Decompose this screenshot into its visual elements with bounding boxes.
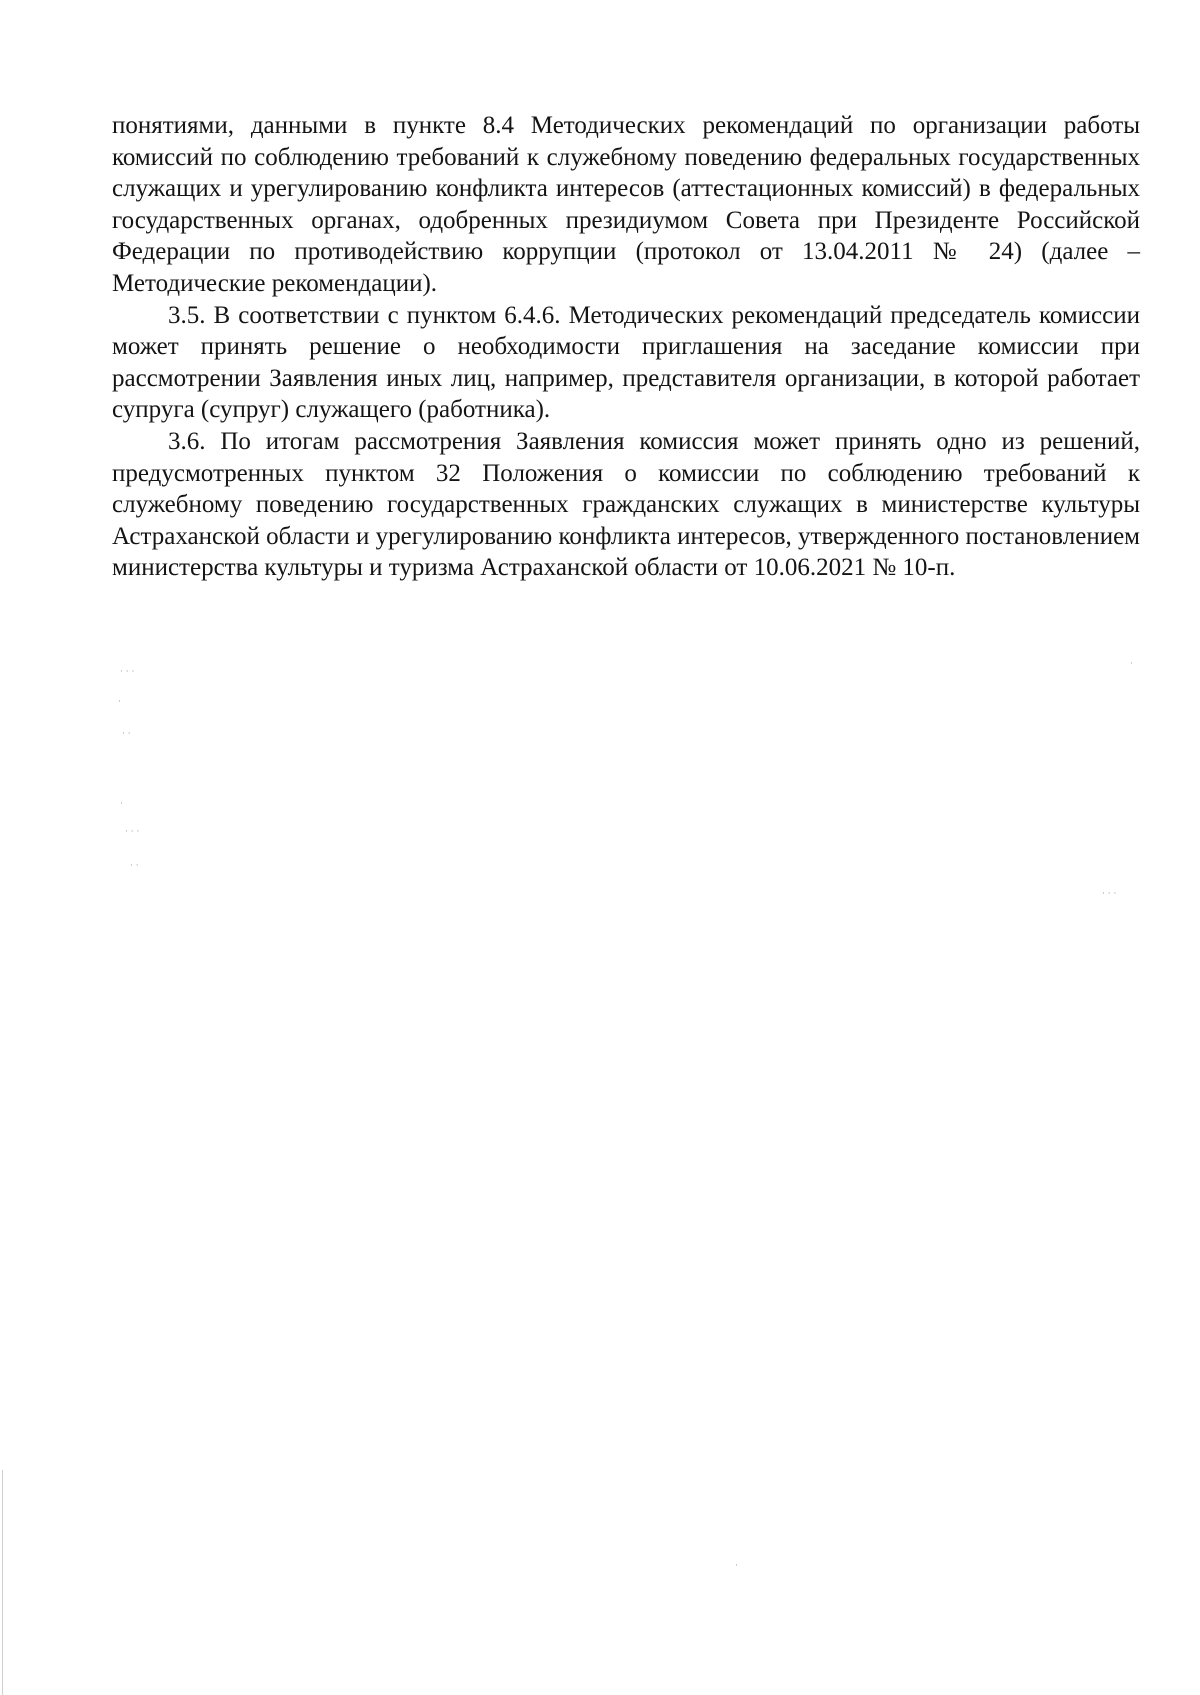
paragraph-number: 3.5. xyxy=(168,301,206,329)
paragraph-text: В соответствии с пунктом 6.4.6. Методических рекомендаций председатель комиссии может принять решение о необходимости приглашения на заседание комиссии при рассмотрении Заявления иных лиц, например, представителя организации, в которой работает супруга (супруг) служащего (работника). xyxy=(112,301,1140,424)
paragraph-continuation xyxy=(112,110,1140,300)
scan-noise: · · xyxy=(122,729,131,739)
scan-noise: · xyxy=(1130,659,1133,669)
scan-noise: · · xyxy=(130,861,139,871)
paragraph-text: По итогам рассмотрения Заявления комиссия может принять одно из решений, предусмотренных пунктом 32 Положения о комиссии по соблюдению требований к служебному поведению государственных гражданских служащих в министерстве культуры Астраханской области и урегулированию конфликта интересов, утвержденного постановлением министерства культуры и туризма Астраханской области от 10.06.2021 № 10-п. xyxy=(112,427,1140,582)
paragraph-3-5 xyxy=(112,300,1140,426)
paragraph-text: понятиями, данными в пункте 8.4 Методических рекомендаций по организации работы комиссий по соблюдению требований к служебному поведению федеральных государственных служащих и урегулированию конфликта интересов (аттестационных комиссий) в федеральных государственных органах, одобренных президиумом Совета при Президенте Российской Федерации по противодействию коррупции (протокол от 13.04.2011 № 24) (далее – Методические рекомендации). xyxy=(112,112,1140,297)
scan-noise: · · · xyxy=(125,827,140,837)
paragraph-3-6 xyxy=(112,426,1140,584)
scan-noise: · xyxy=(735,1561,738,1571)
paragraph-number: 3.6. xyxy=(168,427,206,455)
scan-edge-line xyxy=(2,1470,3,1695)
scan-noise: · · · xyxy=(120,667,135,677)
scan-noise: · xyxy=(118,697,121,707)
scan-noise: · · · xyxy=(1102,889,1117,899)
scan-noise: · xyxy=(120,799,123,809)
document-body xyxy=(112,110,1140,584)
